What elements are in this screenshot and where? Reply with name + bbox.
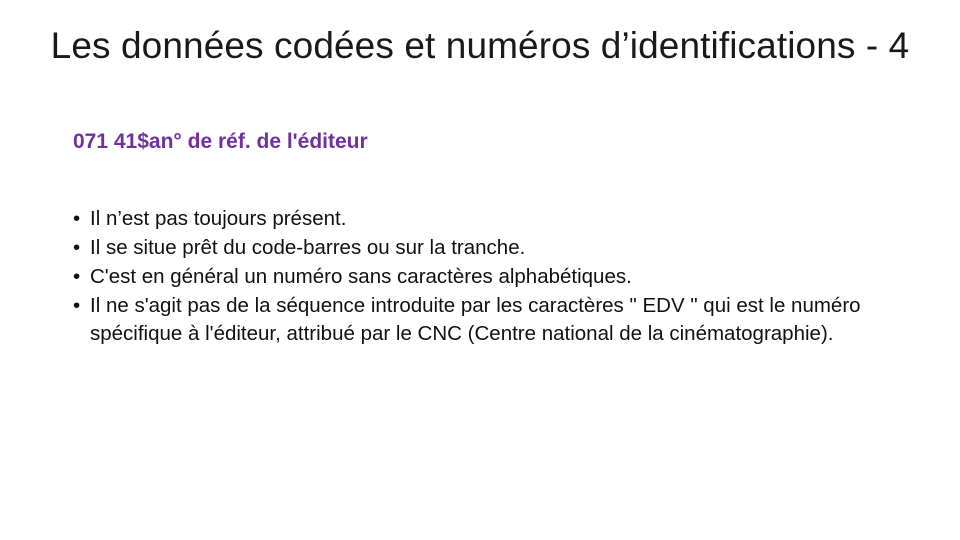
subheading: 071 41$an° de réf. de l'éditeur xyxy=(73,130,368,153)
bullet-item xyxy=(73,292,893,348)
bullet-item xyxy=(73,234,893,262)
bullet-text: Il se situe prêt du code-barres ou sur la tranche. xyxy=(90,236,526,259)
bullet-marker: • xyxy=(73,236,81,259)
bullet-item xyxy=(73,205,893,233)
bullet-item xyxy=(73,263,893,291)
bullet-marker: • xyxy=(73,207,81,230)
slide-title: Les données codées et numéros d’identifications - 4 xyxy=(50,25,910,66)
bullet-text: C'est en général un numéro sans caractères alphabétiques. xyxy=(90,265,632,288)
bullet-text: Il n’est pas toujours présent. xyxy=(90,207,347,230)
bullet-marker: • xyxy=(73,265,81,288)
bullet-list xyxy=(73,205,893,349)
bullet-text: Il ne s'agit pas de la séquence introduite par les caractères " EDV " qui est le numéro spécifique à l'éditeur, attribué par le CNC (Centre national de la cinématographie). xyxy=(90,294,861,345)
bullet-marker: • xyxy=(73,294,81,317)
